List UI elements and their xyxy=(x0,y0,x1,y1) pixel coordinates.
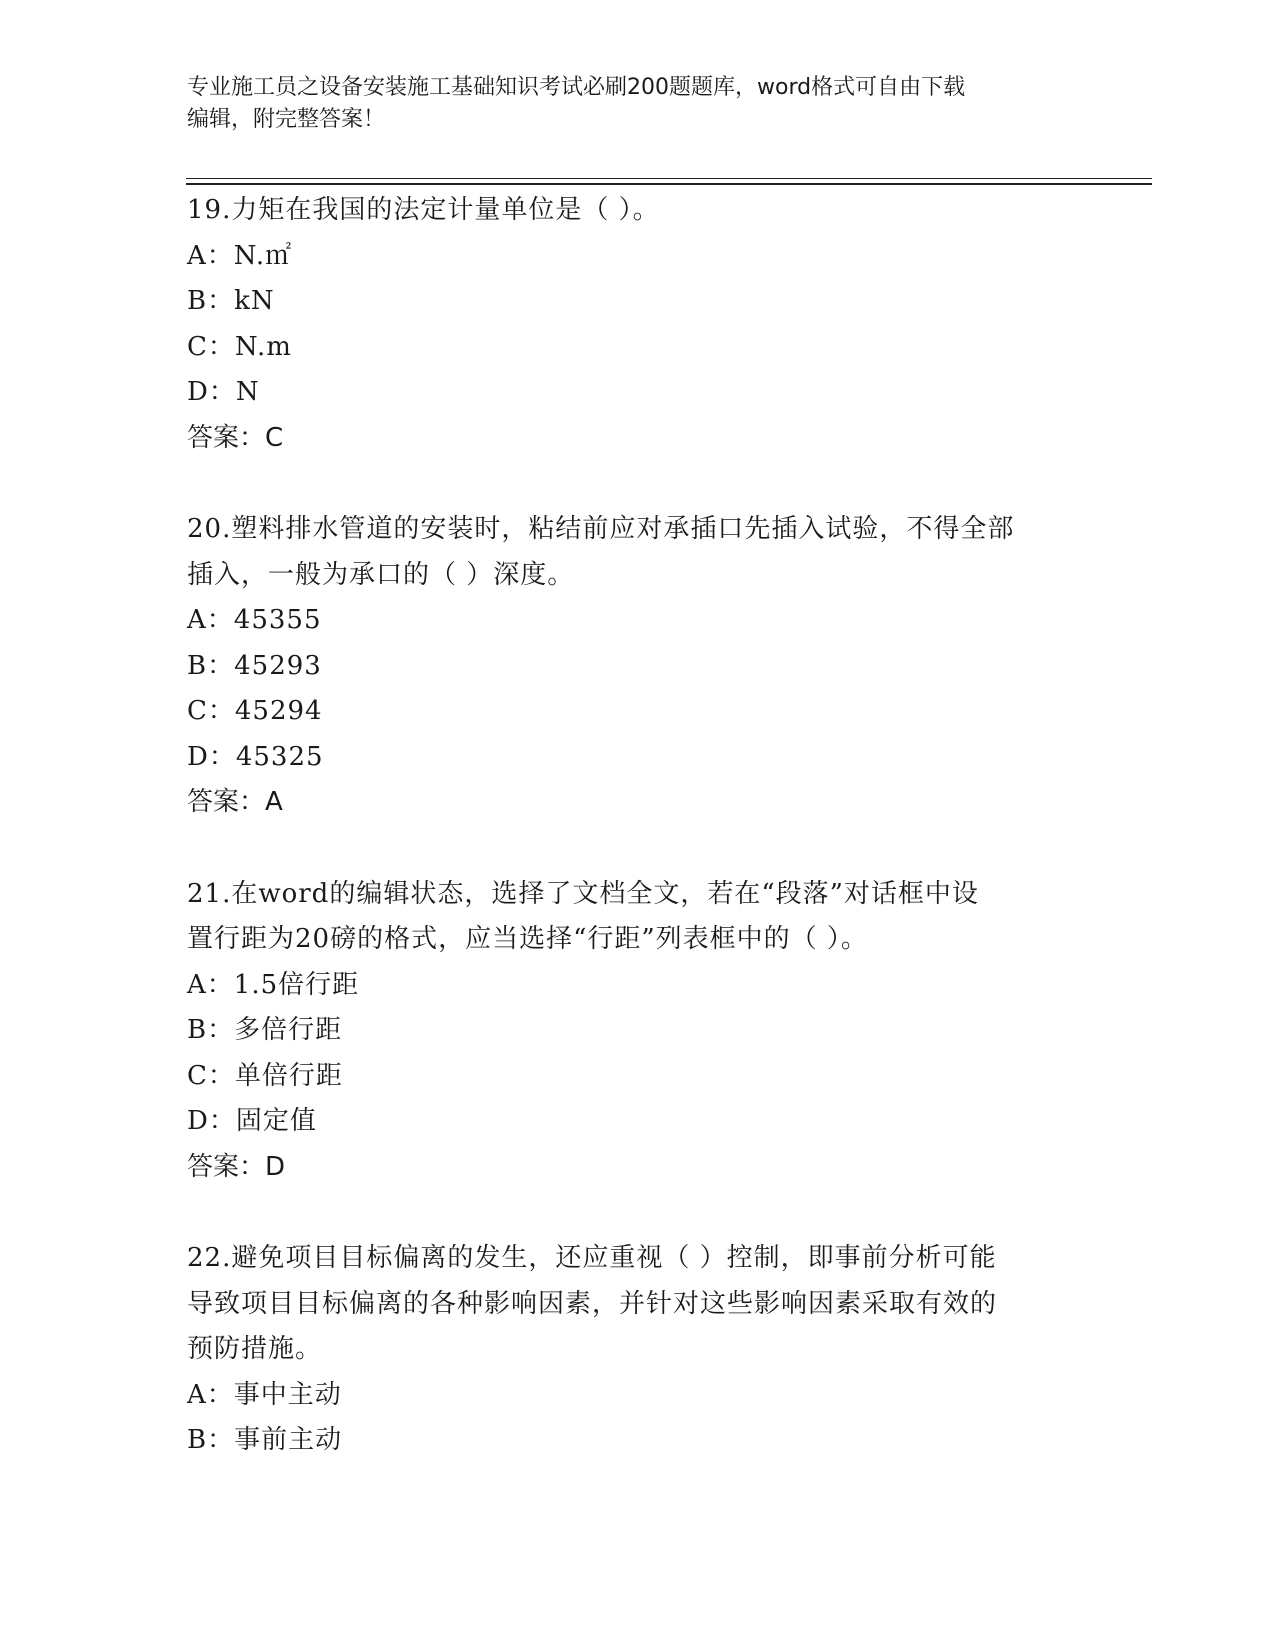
option-b: B：45293 xyxy=(187,650,322,681)
question-list xyxy=(187,188,1087,1464)
question-block xyxy=(187,188,1087,461)
answer-line: 答案：D xyxy=(187,1151,286,1182)
option-c: C：45294 xyxy=(187,696,323,726)
option-c: C：单倍行距 xyxy=(187,1060,343,1091)
question-stem: 20.塑料排水管道的安装时，粘结前应对承插口先插入试验，不得全部 xyxy=(187,514,1015,544)
question-block xyxy=(187,872,1087,1191)
option-a: A：45355 xyxy=(187,605,322,635)
header-line-2: 编辑，附完整答案！ xyxy=(187,107,386,132)
option-c: C：N.m xyxy=(187,331,292,362)
question-stem-continued: 置行距为20磅的格式，应当选择“行距”列表框中的（ ）。 xyxy=(187,924,868,954)
question-block xyxy=(187,507,1087,826)
option-d: D：N xyxy=(187,377,260,407)
question-stem-continued: 导致项目目标偏离的各种影响因素，并针对这些影响因素采取有效的 xyxy=(187,1288,998,1319)
question-stem-continued: 预防措施。 xyxy=(187,1334,323,1364)
option-b: B：事前主动 xyxy=(187,1425,343,1455)
option-a: A：1.5倍行距 xyxy=(187,969,360,1000)
question-stem: 21.在word的编辑状态，选择了文档全文，若在“段落”对话框中设 xyxy=(187,878,979,909)
question-block xyxy=(187,1236,1087,1464)
answer-line: 答案：A xyxy=(187,787,283,817)
question-stem-continued: 插入，一般为承口的（ ）深度。 xyxy=(187,559,575,590)
option-b: B：多倍行距 xyxy=(187,1015,343,1045)
option-b: B：kN xyxy=(187,286,275,316)
option-a: A：N.㎡ xyxy=(187,240,293,271)
header-line-1: 专业施工员之设备安装施工基础知识考试必刷200题题库，word格式可自由下载 xyxy=(187,75,966,100)
question-stem: 19.力矩在我国的法定计量单位是（ ）。 xyxy=(187,195,660,225)
header-divider-thick xyxy=(186,183,1152,185)
document-header xyxy=(187,72,1067,136)
header-divider-thin xyxy=(186,178,1152,179)
option-a: A：事中主动 xyxy=(187,1379,342,1410)
answer-line: 答案：C xyxy=(187,422,284,453)
option-d: D：45325 xyxy=(187,741,324,772)
option-d: D：固定值 xyxy=(187,1106,317,1136)
question-stem: 22.避免项目目标偏离的发生，还应重视（ ）控制，即事前分析可能 xyxy=(187,1243,997,1273)
